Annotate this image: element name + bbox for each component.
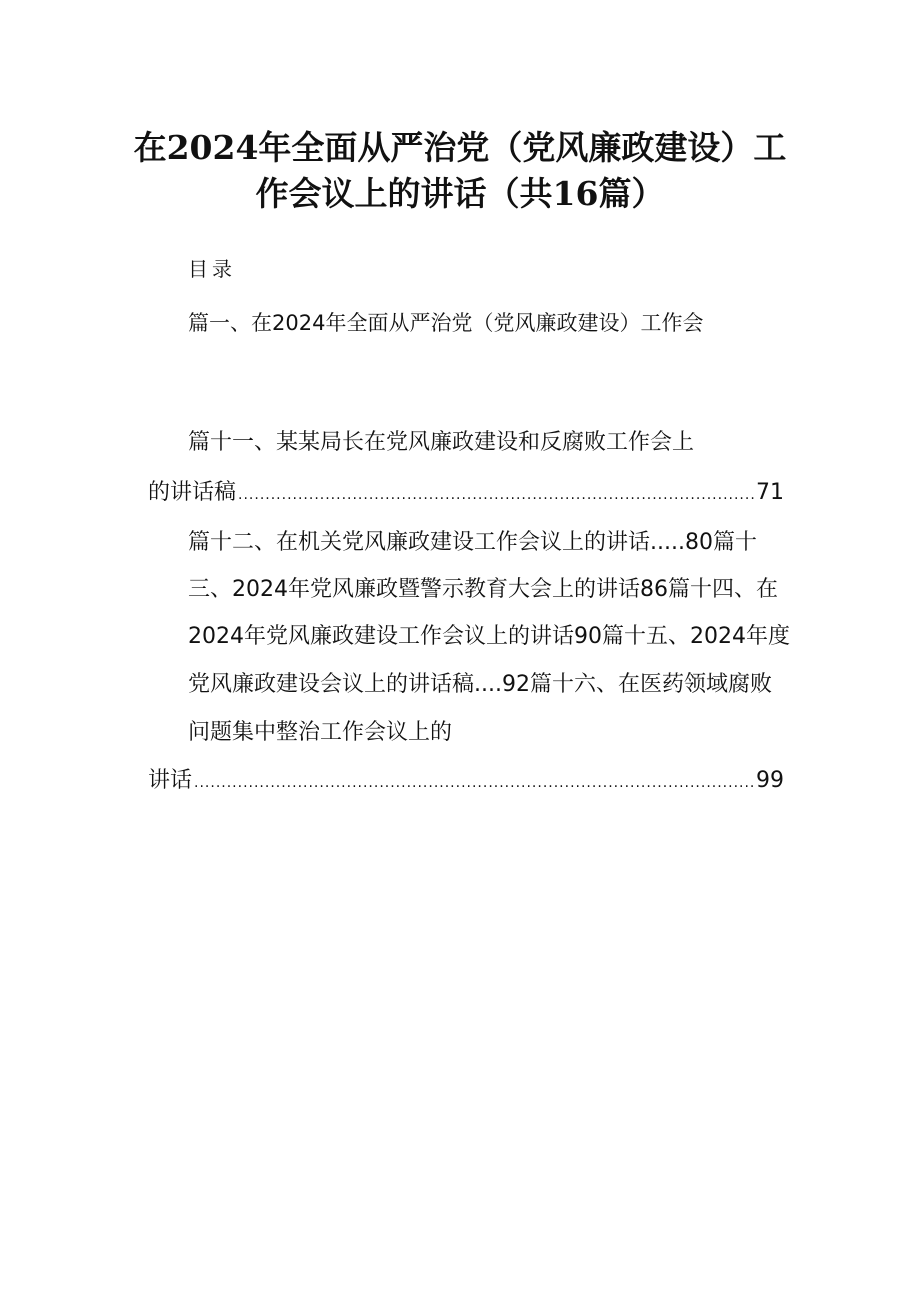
toc-leader-dots — [194, 768, 754, 798]
toc-entry-16-page: 99 — [756, 768, 784, 793]
document-title-line-2: 作会议上的讲话（共16篇） — [255, 174, 665, 213]
toc-run-line-1: 篇十二、在机关党风廉政建设工作会议上的讲话.....80篇十 — [188, 530, 757, 555]
toc-entry-11-text: 的讲话稿 — [148, 480, 237, 505]
toc-entry-11-line-2 — [148, 478, 784, 510]
toc-entry-11-page: 71 — [756, 480, 784, 505]
toc-run-line-4: 党风廉政建设会议上的讲话稿....92篇十六、在医药领域腐败 — [188, 672, 772, 697]
document-title-line-1: 在2024年全面从严治党（党风廉政建设）工 — [133, 128, 787, 167]
toc-label: 目录 — [188, 257, 236, 281]
toc-leader-dots — [238, 480, 754, 510]
toc-entry-11-line-1: 篇十一、某某局长在党风廉政建设和反腐败工作会上 — [188, 430, 695, 455]
toc-entry-1: 篇一、在2024年全面从严治党（党风廉政建设）工作会 — [188, 311, 704, 335]
toc-run-line-5: 问题集中整治工作会议上的 — [188, 720, 453, 745]
toc-run-line-2: 三、2024年党风廉政暨警示教育大会上的讲话86篇十四、在 — [188, 577, 778, 602]
toc-run-line-3: 2024年党风廉政建设工作会议上的讲话90篇十五、2024年度 — [188, 624, 790, 649]
toc-entry-16-text: 讲话 — [148, 768, 193, 793]
toc-entry-16-line-2 — [148, 766, 784, 798]
